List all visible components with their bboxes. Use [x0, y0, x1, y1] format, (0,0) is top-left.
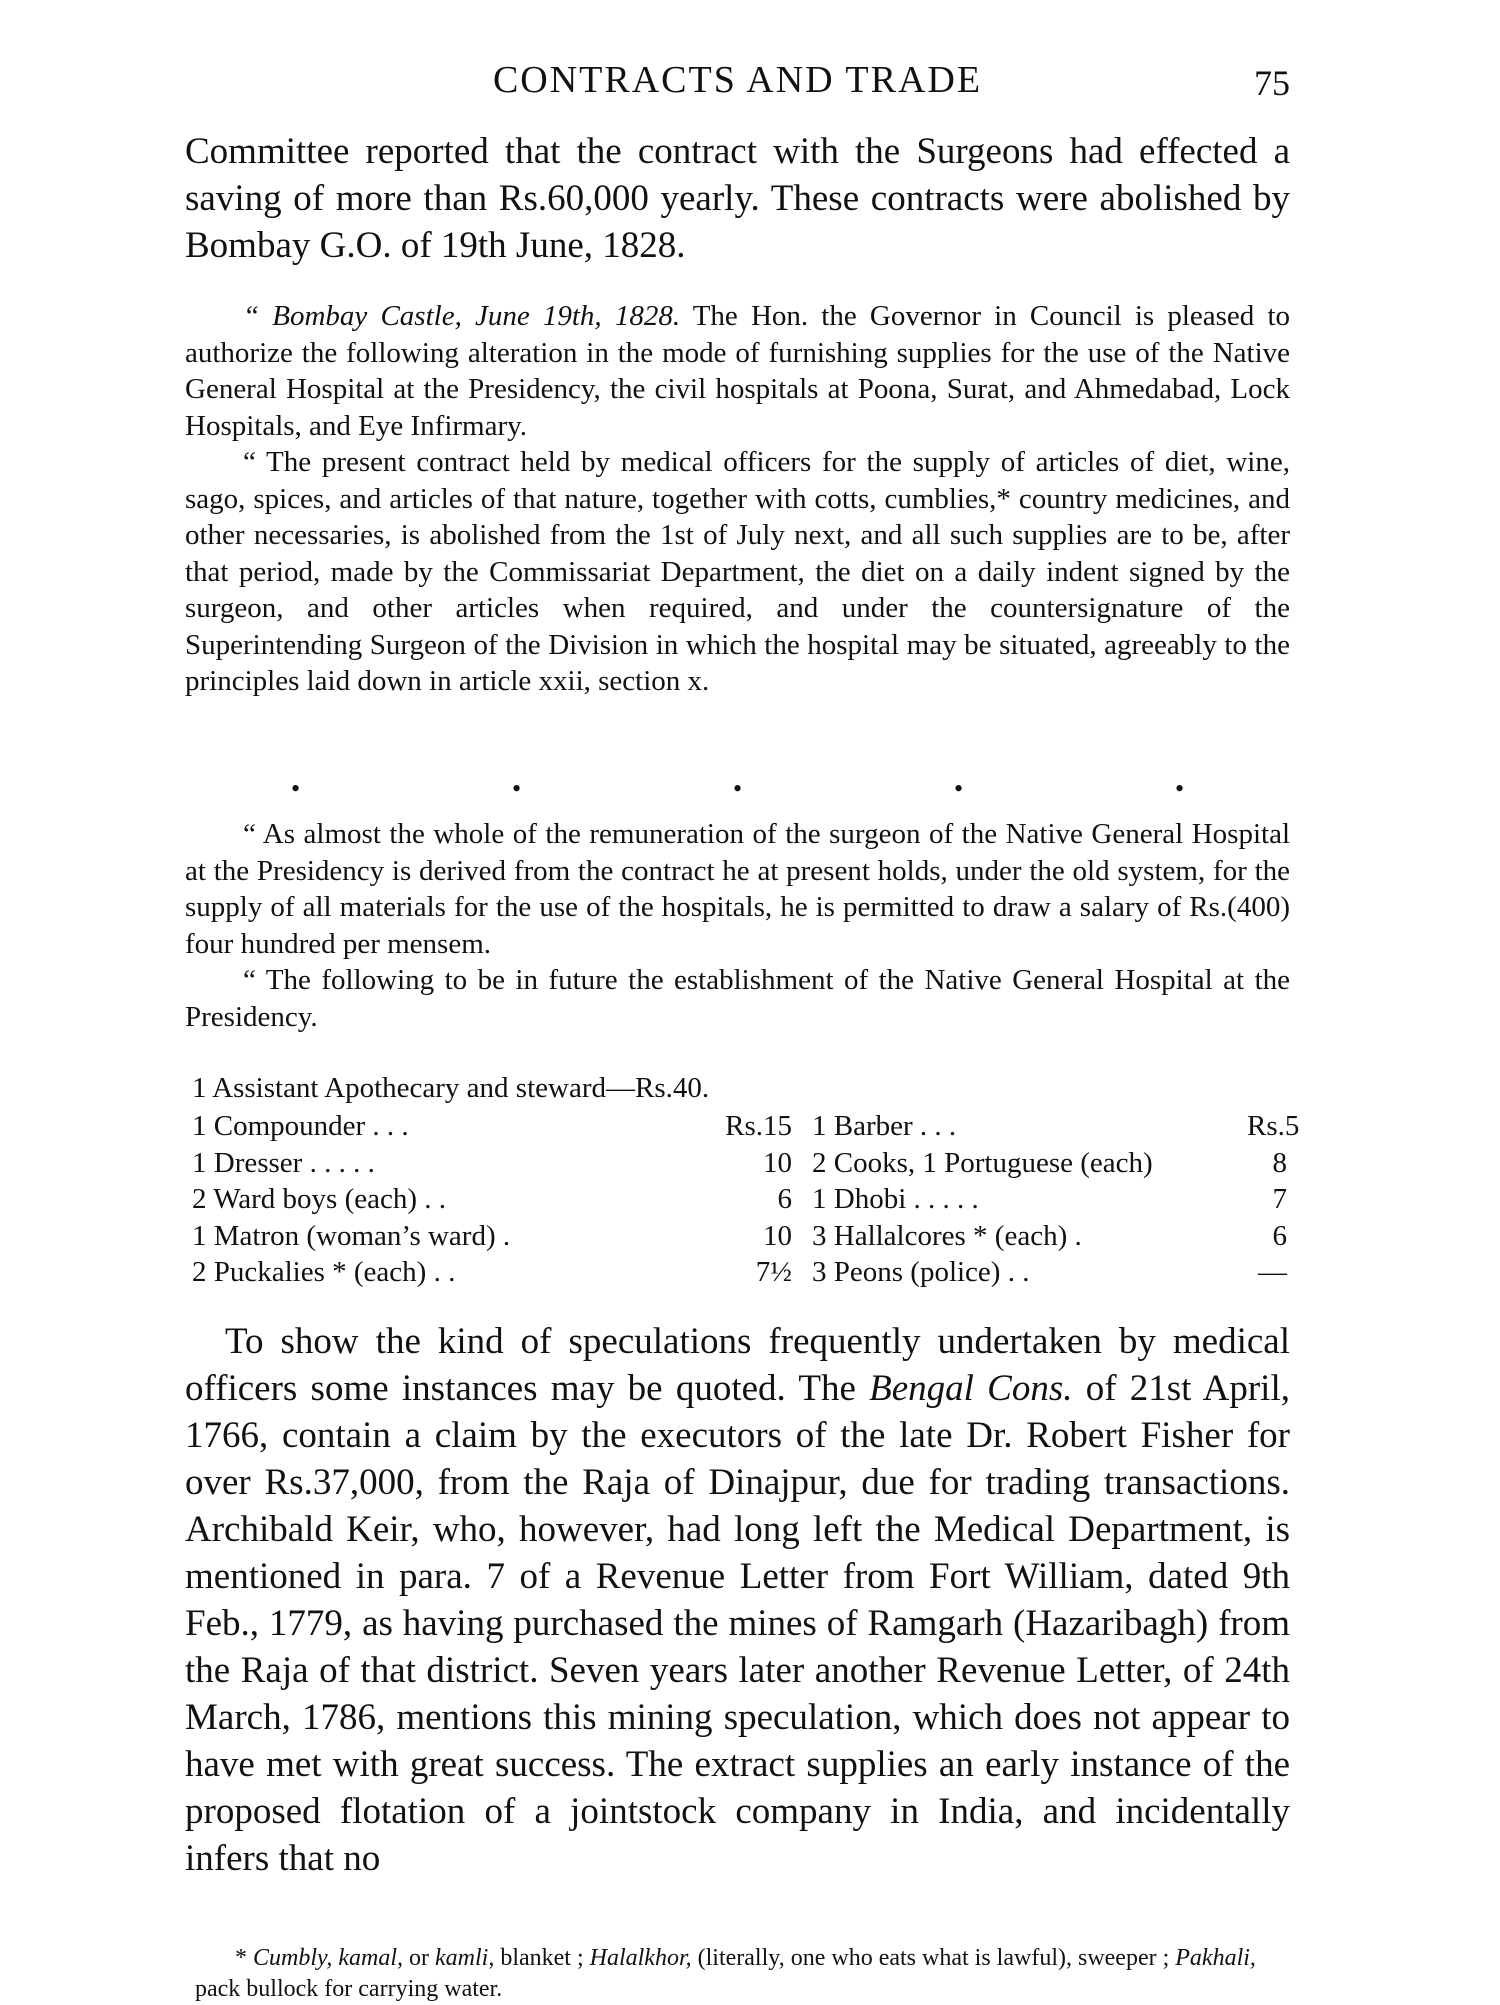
establishment-first-line: 1 Assistant Apothecary and steward—Rs.40. — [192, 1072, 710, 1104]
running-head — [185, 58, 1290, 108]
intro-paragraph: Committee reported that the contract with the Surgeons had effected a saving of more than Rs.60,000 yearly. These contracts were abolished by Bombay G.O. of 19th June, 1828. — [185, 131, 1290, 266]
table-row: 1 Matron (woman’s ward) . 10 3 Hallalcores * (each) . 6 — [192, 1219, 1287, 1252]
omission-dot: • — [1174, 774, 1185, 803]
establishment-table — [192, 1108, 1300, 1291]
table-row: 2 Ward boys (each) . . 6 1 Dhobi . . . . . 7 — [192, 1183, 1287, 1215]
table-row: 1 Compounder . . . Rs.15 1 Barber . . . Rs.5 — [192, 1110, 1300, 1142]
quote-paragraph-4: “ The following to be in future the establishment of the Native General Hospital at the Presidency. — [185, 964, 1290, 1033]
omission-dot: • — [953, 774, 964, 803]
omission-dot: • — [511, 774, 522, 803]
omission-dot: • — [290, 774, 301, 803]
italic-citation: Bengal Cons. — [869, 1368, 1073, 1409]
chapter-title: CONTRACTS AND TRADE — [492, 59, 983, 101]
table-row: 1 Dresser . . . . . 10 2 Cooks, 1 Portuguese (each) 8 — [192, 1146, 1287, 1179]
quoted-order-continued — [185, 816, 1290, 1035]
omission-marks — [185, 774, 1290, 804]
footnote: * Cumbly, kamal, or kamli, blanket ; Halalkhor, (literally, one who eats what is lawful), sweeper ; Pakhali, pack bullock for carrying water. — [195, 1945, 1256, 2002]
main-paragraph: To show the kind of speculations frequently undertaken by medical officers some instances may be quoted. The Bengal Cons. of 21st April, 1766, contain a claim by the executors of the late Dr. Robert Fisher for over Rs.37,000, from the Raja of Dinajpur, due for trading transactions. Archibald Keir, who, however, had long left the Medical Department, is mentioned in para. 7 of a Revenue Letter from Fort William, dated 9th Feb., 1779, as having purchased the mines of Ramgarh (Hazaribagh) from the Raja of that district. Seven years later another Revenue Letter, of 24th March, 1786, mentions this mining speculation, which does not appear to have met with great success. The extract supplies an early instance of the proposed flotation of a jointstock company in India, and incidentally infers that no — [185, 1321, 1290, 1879]
quoted-order — [185, 298, 1290, 700]
quote-paragraph-3: “ As almost the whole of the remuneration of the surgeon of the Native General Hospital at the Presidency is derived from the contract he at present holds, under the old system, for the supply of all materials for the use of the hospitals, he is permitted to draw a salary of Rs.(400) four hundred per mensem. — [185, 818, 1290, 960]
table-row: 2 Puckalies * (each) . . 7½ 3 Peons (police) . . — — [192, 1256, 1287, 1288]
quote-paragraph-2: “ The present contract held by medical officers for the supply of articles of diet, wine, sago, spices, and articles of that nature, together with cotts, cumblies,* country medicines, and other necessaries, is abolished from the 1st of July next, and all such supplies are to be, after that period, made by the Commissariat Department, the diet on a daily indent signed by the surgeon, and other articles when required, and under the countersignature of the Superintending Surgeon of the Division in which the hospital may be situated, agreeably to the principles laid down in article xxii, section x. — [185, 446, 1290, 697]
quote-paragraph-1: “ Bombay Castle, June 19th, 1828. The Hon. the Governor in Council is pleased to authorize the following alteration in the mode of furnishing supplies for the use of the Native General Hospital at the Presidency, the civil hospitals at Poona, Surat, and Ahmedabad, Lock Hospitals, and Eye Infirmary. — [185, 300, 1290, 442]
omission-dot: • — [732, 774, 743, 803]
quote-dateline: “ Bombay Castle, June 19th, 1828. — [243, 300, 681, 332]
page-number: 75 — [1254, 63, 1290, 103]
